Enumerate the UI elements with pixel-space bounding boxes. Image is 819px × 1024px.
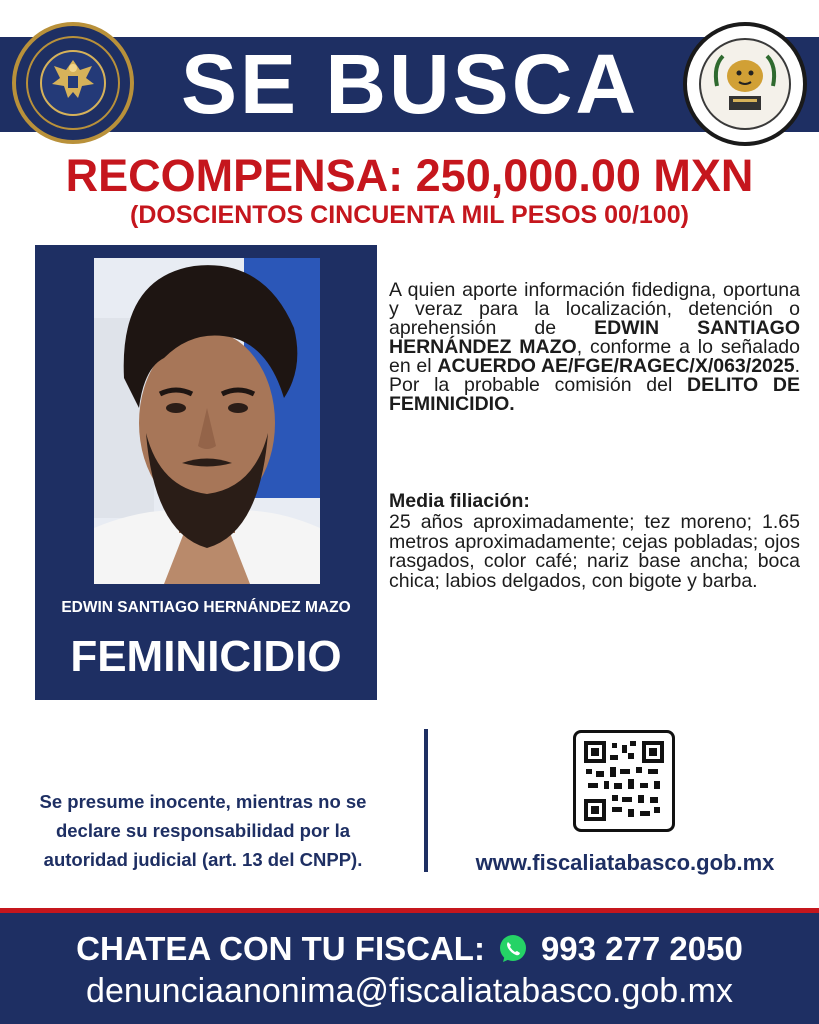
vertical-divider bbox=[424, 729, 428, 872]
description-text: A quien aporte información fidedigna, oportuna y veraz para la localización, detención o aprehensión de EDWIN SANTIAGO HERNÁNDEZ MAZO, conforme a lo señalado en el ACUERDO AE/FGE/RAGEC/X/063/2025. Por la probable comisión del DELITO DE FEMINICIDIO. bbox=[389, 279, 800, 415]
whatsapp-icon bbox=[497, 933, 529, 965]
website-link[interactable]: www.fiscaliatabasco.gob.mx bbox=[475, 850, 775, 875]
description-name: EDWIN SANTIAGO HERNÁNDEZ MAZO bbox=[389, 317, 800, 358]
fiscalia-seal-icon bbox=[12, 22, 134, 144]
person-name: EDWIN SANTIAGO HERNÁNDEZ MAZO bbox=[61, 599, 351, 616]
crime-label: FEMINICIDIO bbox=[70, 632, 342, 681]
eagle-emblem-icon bbox=[46, 54, 100, 112]
jaguar-emblem-icon bbox=[709, 46, 781, 122]
filiacion-text: 25 años aproximadamente; tez moreno; 1.65 metros aproximadamente; cejas pobladas; ojos rasgados, color café; nariz base ancha; boca chica; labios delgados, con bigote y barba. bbox=[389, 511, 800, 592]
profile-panel bbox=[35, 245, 377, 700]
chat-label: CHATEA CON TU FISCAL: bbox=[76, 930, 485, 967]
crime-description: DELITO DE FEMINICIDIO. bbox=[389, 374, 800, 415]
reward-amount: RECOMPENSA: 250,000.00 MXN bbox=[65, 150, 754, 201]
email-address[interactable]: denunciaanonima@fiscaliatabasco.gob.mx bbox=[86, 972, 733, 1010]
reward-amount-words: (DOSCIENTOS CINCUENTA MIL PESOS 00/100) bbox=[130, 201, 689, 229]
suspect-photo bbox=[94, 258, 320, 584]
chat-row bbox=[0, 927, 819, 971]
phone-number[interactable]: 993 277 2050 bbox=[540, 930, 743, 967]
agreement-number: ACUERDO AE/FGE/RAGEC/X/063/2025 bbox=[437, 355, 795, 377]
presumption-notice: Se presume inocente, mientras no se declare su responsabilidad por la autoridad judicial (art. 13 del CNPP). bbox=[39, 791, 367, 870]
page-title: SE BUSCA bbox=[180, 37, 640, 131]
filiacion-title: Media filiación: bbox=[389, 490, 530, 512]
policia-investigacion-seal-icon bbox=[683, 22, 807, 146]
qr-code-icon[interactable] bbox=[573, 730, 675, 832]
